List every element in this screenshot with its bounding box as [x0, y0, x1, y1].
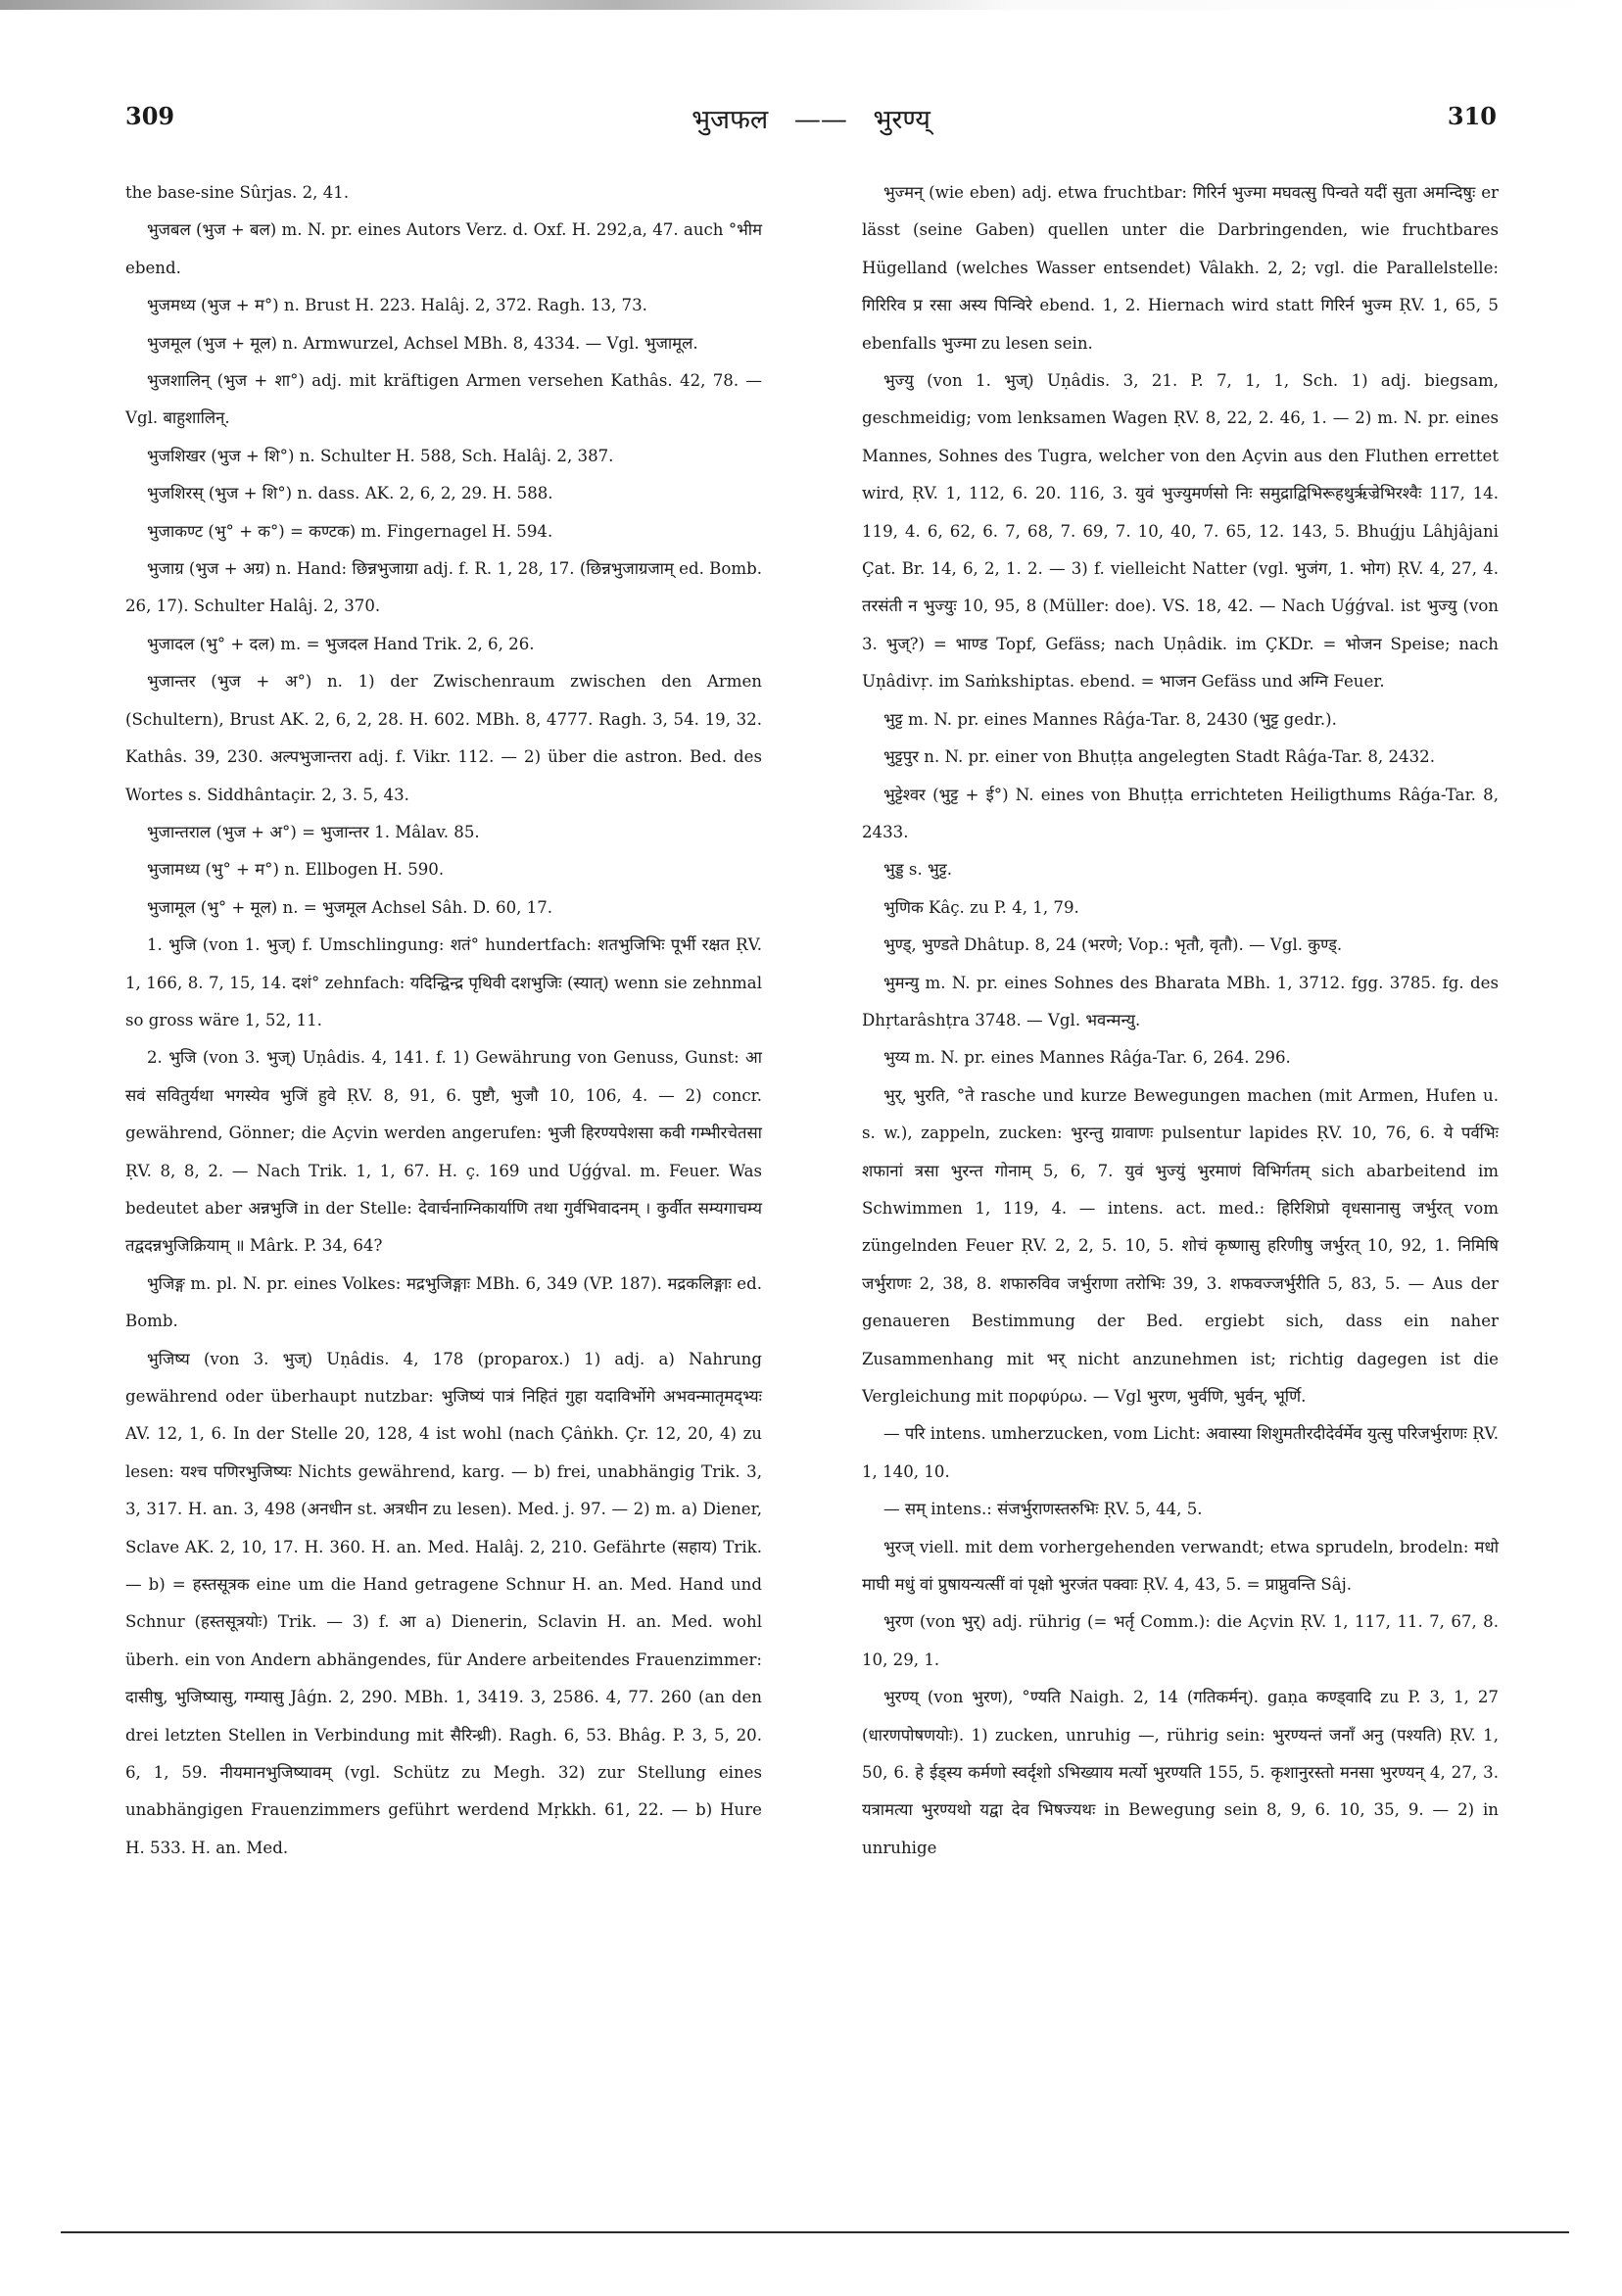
dictionary-entry: — सम् intens.: संजर्भुराणस्तरुभिः ṚV. 5, 44, 5.: [883, 1500, 1203, 1519]
dictionary-entry: भुजिङ्ग m. pl. N. pr. eines Volkes: मद्रभुजिङ्गाः MBh. 6, 349 (VP. 187). मद्रकलिङ्गाः ed. Bomb.: [125, 1273, 762, 1331]
running-header: [125, 102, 1497, 145]
header-dash: ——: [793, 105, 847, 135]
dictionary-entry: भुज्मन् (wie eben) adj. etwa fruchtbar: गिरिर्न भुज्मा मघवत्सु पिन्वते यदीं सुता अमन्दिषुः er lässt (seine Gaben) quellen unter die Darbringenden, wie fruchtbares Hügelland (welches Wasser entsendet) Vâlakh. 2, 2; vgl. die Parallelstelle: गिरिरिव प्र रसा अस्य पिन्विरे ebend. 1, 2. Hiernach wird statt गिरिर्न भुज्म ṚV. 1, 65, 5 ebenfalls भुज्मा zu lesen sein.: [862, 183, 1499, 353]
dictionary-entry: भुजशालिन् (भुज + शा°) adj. mit kräftigen Armen versehen Kathâs. 42, 78. — Vgl. बाहुशालिन्.: [125, 371, 762, 428]
dictionary-entry: the base-sine Sûrjas. 2, 41.: [125, 183, 350, 202]
dictionary-entry: भुड्ड s. भुट्ट.: [883, 860, 953, 880]
dictionary-entry: भुजान्तर (भुज + अ°) n. 1) der Zwischenraum zwischen den Armen (Schultern), Brust AK. 2, 6, 2, 28. H. 602. MBh. 8, 4777. Ragh. 3, 54. 19, 32. Kathâs. 39, 230. अल्पभुजान्तरा adj. f. Vikr. 112. — 2) über die astron. Bed. des Wortes s. Siddhântaçir. 2, 3. 5, 43.: [125, 672, 762, 804]
dictionary-entry: भुजमध्य (भुज + म°) n. Brust H. 223. Halâj. 2, 372. Ragh. 13, 73.: [147, 296, 647, 315]
left-page-number: 309: [125, 102, 175, 130]
dictionary-entry: भुट्टेश्वर (भुट्ट + ई°) N. eines von Bhuṭṭa errichteten Heiligthums Râǵa-Tar. 8, 2433.: [862, 785, 1499, 841]
right-page-number: 310: [1447, 102, 1497, 130]
dictionary-entry: भुट्टपुर n. N. pr. einer von Bhuṭṭa angelegten Stadt Râǵa-Tar. 8, 2432.: [883, 747, 1435, 767]
dictionary-entry: भुरज् viell. mit dem vorhergehenden verwandt; etwa sprudeln, brodeln: मधो माघी मधुं वां प्रुषायन्यत्सीं वां पृक्षो भुरजंत पक्वाः ṚV. 4, 43, 5. = प्राप्नुवन्ति Sâj.: [862, 1537, 1499, 1595]
dictionary-entry: भुरण (von भुर्) adj. rührig (= भर्तृ Comm.): die Açvin ṚV. 1, 117, 11. 7, 67, 8. 10, 29, 1.: [862, 1612, 1499, 1669]
dictionary-entry: भुजादल (भु° + दल) m. = भुजदल Hand Trik. 2, 6, 26.: [147, 634, 535, 653]
dictionary-entry: — परि intens. umherzucken, vom Licht: अवास्या शिशुमतीरदीदेर्वर्मेव युत्सु परिजर्भुराणः ṚV. 1, 140, 10.: [862, 1424, 1499, 1481]
dictionary-entry: भुजमूल (भुज + मूल) n. Armwurzel, Achsel MBh. 8, 4334. — Vgl. भुजामूल.: [147, 333, 698, 353]
dictionary-entry: भुजशिखर (भुज + शि°) n. Schulter H. 588, Sch. Halâj. 2, 387.: [147, 446, 614, 465]
dictionary-entry: 1. भुजि (von 1. भुज्) f. Umschlingung: शतं° hundertfach: शतभुजिभिः पूर्भी रक्षत ṚV. 1, 166, 8. 7, 15, 14. दशं° zehnfach: यदिन्द्विन्द्र पृथिवी दशभुजिः (स्यात्) wenn sie zehnmal so gross wäre 1, 52, 11.: [125, 935, 762, 1029]
dictionary-entry: भुजान्तराल (भुज + अ°) = भुजान्तर 1. Mâlav. 85.: [147, 822, 480, 841]
dictionary-entry: भुज्यु (von 1. भुज्) Uṇâdis. 3, 21. P. 7, 1, 1, Sch. 1) adj. biegsam, geschmeidig; vom lenksamen Wagen ṚV. 8, 22, 2. 46, 1. — 2) m. N. pr. eines Mannes, Sohnes des Tugra, welcher von den Açvin aus den Fluthen errettet wird, ṚV. 1, 112, 6. 20. 116, 3. युवं भुज्युमर्णसो निः समुद्राद्विभिरूहथुर्ऋज्रेभिरश्वैः 117, 14. 119, 4. 6, 62, 6. 7, 68, 7. 69, 7. 10, 40, 7. 65, 12. 143, 5. Bhuǵju Lâhjâjani Çat. Br. 14, 6, 2, 1. 2. — 3) f. vielleicht Natter (vgl. भुजंग, 1. भोग) ṚV. 4, 27, 4. तरसंती न भुज्युः 10, 95, 8 (Müller: doe). VS. 18, 42. — Nach Uǵǵval. ist भुज्यु (von 3. भुज्?) = भाण्ड Topf, Gefäss; nach Uṇâdik. im ÇKDr. = भोजन Speise; nach Uṇâdivṛ. im Saṁkshiptas. ebend. = भाजन Gefäss und अग्नि Feuer.: [862, 371, 1499, 692]
dictionary-entry: भुजामूल (भु° + मूल) n. = भुजमूल Achsel Sâh. D. 60, 17.: [147, 897, 553, 917]
dictionary-entry: भुणिक Kâç. zu P. 4, 1, 79.: [883, 897, 1079, 917]
header-headwords: [125, 100, 1497, 136]
header-first-headword: भुजफल: [692, 105, 769, 135]
dictionary-entry: भुजबल (भुज + बल) m. N. pr. eines Autors Verz. d. Oxf. H. 292,a, 47. auch °भीम ebend.: [125, 220, 762, 277]
footer-rule: [61, 2231, 1569, 2233]
dictionary-entry: भुजाग्र (भुज + अग्र) n. Hand: छिन्नभुजाग्रा adj. f. R. 1, 28, 17. (छिन्नभुजाग्रजाम् ed. Bomb. 26, 17). Schulter Halâj. 2, 370.: [125, 559, 762, 616]
header-last-headword: भुरण्य्: [873, 105, 930, 135]
dictionary-entry: भुण्ड्, भुण्डते Dhâtup. 8, 24 (भरणे; Vop.: भृतौ, वृतौ). — Vgl. कुण्ड्.: [883, 935, 1343, 955]
dictionary-entry: भुट्ट m. N. pr. eines Mannes Râǵa-Tar. 8, 2430 (भुट्ट gedr.).: [883, 709, 1337, 729]
dictionary-entry: भुजाकण्ट (भु° + क°) = कण्टक) m. Fingernagel H. 594.: [147, 521, 553, 541]
dictionary-entry: भुजशिरस् (भुज + शि°) n. dass. AK. 2, 6, 2, 29. H. 588.: [147, 484, 553, 503]
dictionary-entry: भुय्य m. N. pr. eines Mannes Râǵa-Tar. 6, 264. 296.: [883, 1048, 1291, 1068]
scan-edge: [0, 0, 1622, 10]
left-column: [125, 174, 762, 1867]
dictionary-entry: 2. भुजि (von 3. भुज्) Uṇâdis. 4, 141. f. 1) Gewährung von Genuss, Gunst: आ सवं सवितुर्यथा भगस्येव भुजिं हुवे ṚV. 8, 91, 6. पुष्टौ, भुजौ 10, 106, 4. — 2) concr. gewährend, Gönner; die Açvin werden angerufen: भुजी हिरण्यपेशसा कवी गम्भीरचेतसा ṚV. 8, 8, 2. — Nach Trik. 1, 1, 67. H. ç. 169 und Uǵǵval. m. Feuer. Was bedeutet aber अन्नभुजि in der Stelle: देवार्चनाग्निकार्याणि तथा गुर्वभिवादनम् । कुर्वीत सम्यगाचम्य तद्वदन्नभुजिक्रियाम् ॥ Mârk. P. 34, 64?: [125, 1048, 762, 1256]
dictionary-entry: भुजामध्य (भु° + म°) n. Ellbogen H. 590.: [147, 860, 445, 880]
dictionary-entry: भुर्, भुरति, °ते rasche und kurze Bewegungen machen (mit Armen, Hufen u. s. w.), zappeln, zucken: भुरन्तु ग्रावाणः pulsentur lapides ṚV. 10, 76, 6. ये पर्वभिः शफानां त्रसा भुरन्त गोनाम् 5, 6, 7. युवं भुज्युं भुरमाणं विभिर्गतम् sich abarbeitend im Schwimmen 1, 119, 4. — intens. act. med.: हिरिशिप्रो वृधसानासु जर्भुरत् vom züngelnden Feuer ṚV. 2, 2, 5. 10, 5. शोचं कृष्णासु हरिणीषु जर्भुरत् 10, 92, 1. निमिषि जर्भुराणः 2, 38, 8. शफारुविव जर्भुराणा तरोभिः 39, 3. शफवज्जर्भुरीति 5, 83, 5. — Aus der genaueren Bestimmung der Bed. ergiebt sich, dass ein naher Zusammenhang mit भर् nicht anzunehmen ist; richtig dagegen ist die Vergleichung mit πορφύρω. — Vgl भुरण, भुर्वणि, भुर्वन्, भूर्णि.: [862, 1085, 1499, 1406]
dictionary-entry: भुरण्य् (von भुरण), °ण्यति Naigh. 2, 14 (गतिकर्मन्). gaṇa कण्ड्वादि zu P. 3, 1, 27 (धारणपोषणयोः). 1) zucken, unruhig —, rührig sein: भुरण्यन्तं जनाँ अनु (पश्यति) ṚV. 1, 50, 6. हे ईड्स्य कर्मणो स्वर्दृशो ऽभिख्याय मर्त्यो भुरण्यति 155, 5. कृशानुरस्तो मनसा भुरण्यन् 4, 27, 3. यत्रामत्या भुरण्यथो यद्वा देव भिषज्यथः in Bewegung sein 8, 9, 6. 10, 35, 9. — 2) in unruhige: [862, 1688, 1499, 1857]
dictionary-entry: भुमन्यु m. N. pr. eines Sohnes des Bharata MBh. 1, 3712. fgg. 3785. fg. des Dhṛtarâshṭra 3748. — Vgl. भवन्मन्यु.: [862, 973, 1499, 1029]
right-column: [862, 174, 1499, 1867]
dictionary-entry: भुजिष्य (von 3. भुज्) Uṇâdis. 4, 178 (proparox.) 1) adj. a) Nahrung gewährend oder überhaupt nutzbar: भुजिष्यं पात्रं निहितं गुहा यदाविर्भोगे अभवन्मातृमद्भ्यः AV. 12, 1, 6. In der Stelle 20, 128, 4 ist wohl (nach Çâṅkh. Çr. 12, 20, 4) zu lesen: यश्च पणिरभुजिष्यः Nichts gewährend, karg. — b) frei, unabhängig Trik. 3, 3, 317. H. an. 3, 498 (अनधीन st. अत्रधीन zu lesen). Med. j. 97. — 2) m. a) Diener, Sclave AK. 2, 10, 17. H. 360. H. an. Med. Halâj. 2, 210. Gefährte (सहाय) Trik. — b) = हस्तसूत्रक eine um die Hand getragene Schnur H. an. Med. Hand und Schnur (हस्तसूत्रयोः) Trik. — 3) f. आ a) Dienerin, Sclavin H. an. Med. wohl überh. ein von Andern abhängendes, für Andere arbeitendes Frauenzimmer: दासीषु, भुजिष्यासु, गम्यासु Jâǵn. 2, 290. MBh. 1, 3419. 3, 2586. 4, 77. 260 (an den drei letzten Stellen in Verbindung mit सैरिन्ध्री). Ragh. 6, 53. Bhâg. P. 3, 5, 20. 6, 1, 59. नीयमानभुजिष्यावम् (vgl. Schütz zu Megh. 32) zur Stellung eines unabhängigen Frauenzimmers geführt werdend Mṛkkh. 61, 22. — b) Hure H. 533. H. an. Med.: [125, 1349, 762, 1857]
